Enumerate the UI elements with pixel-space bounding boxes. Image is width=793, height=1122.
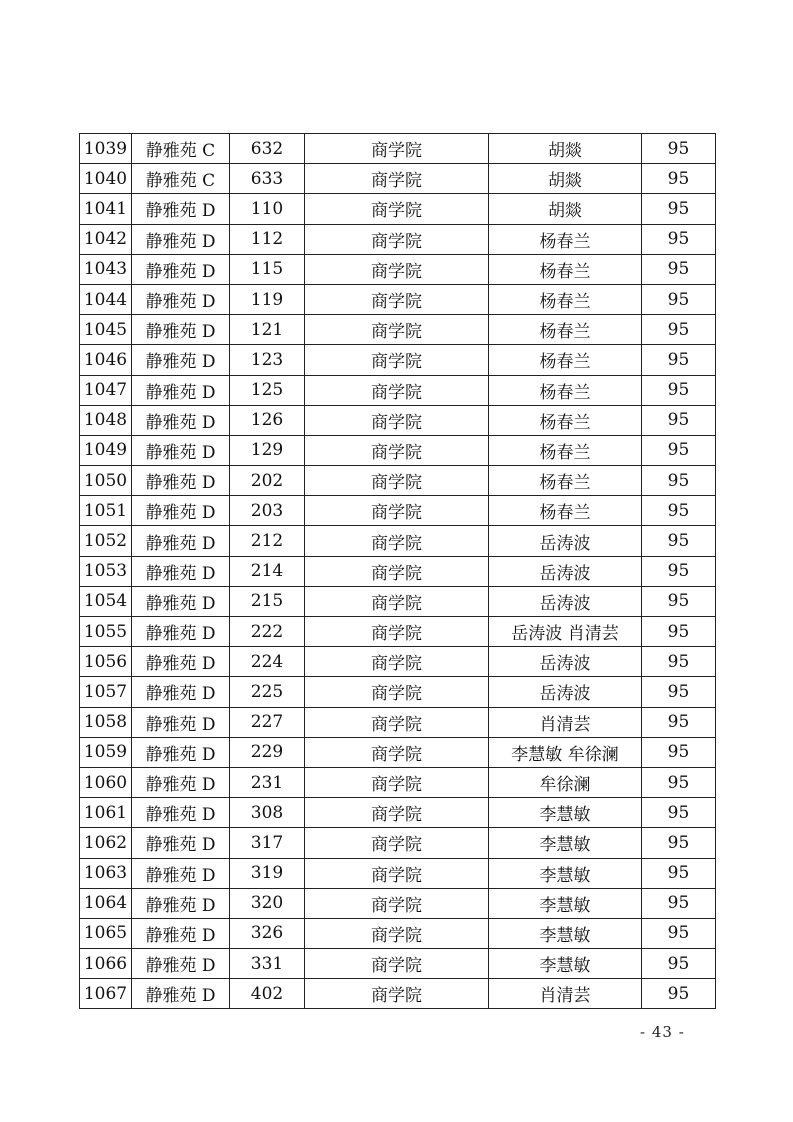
table-row (80, 345, 716, 375)
table-row (80, 949, 716, 979)
room-cell: 129 (230, 435, 305, 465)
table-row (80, 375, 716, 405)
score-cell: 95 (642, 284, 716, 314)
college-cell: 商学院 (305, 315, 489, 345)
college-cell: 商学院 (305, 164, 489, 194)
building-cell: 静雅苑 D (132, 617, 230, 647)
room-cell: 119 (230, 284, 305, 314)
table-row (80, 707, 716, 737)
building-cell: 静雅苑 D (132, 405, 230, 435)
room-cell: 227 (230, 707, 305, 737)
teacher-cell: 杨春兰 (489, 466, 642, 496)
building-cell: 静雅苑 D (132, 284, 230, 314)
teacher-cell: 岳涛波 (489, 586, 642, 616)
table-row (80, 194, 716, 224)
room-cell: 319 (230, 858, 305, 888)
room-cell: 320 (230, 888, 305, 918)
teacher-cell: 岳涛波 (489, 647, 642, 677)
row-number-cell: 1039 (80, 134, 132, 164)
table-row (80, 315, 716, 345)
teacher-cell: 肖清芸 (489, 707, 642, 737)
teacher-cell: 杨春兰 (489, 405, 642, 435)
college-cell: 商学院 (305, 677, 489, 707)
row-number-cell: 1060 (80, 767, 132, 797)
score-cell: 95 (642, 918, 716, 948)
teacher-cell: 胡燚 (489, 194, 642, 224)
score-cell: 95 (642, 194, 716, 224)
college-cell: 商学院 (305, 375, 489, 405)
college-cell: 商学院 (305, 345, 489, 375)
table-row (80, 798, 716, 828)
teacher-cell: 杨春兰 (489, 496, 642, 526)
score-cell: 95 (642, 798, 716, 828)
room-cell: 224 (230, 647, 305, 677)
room-cell: 229 (230, 737, 305, 767)
college-cell: 商学院 (305, 828, 489, 858)
teacher-cell: 岳涛波 (489, 526, 642, 556)
room-cell: 632 (230, 134, 305, 164)
room-cell: 402 (230, 979, 305, 1009)
row-number-cell: 1062 (80, 828, 132, 858)
table-row (80, 858, 716, 888)
table-row (80, 134, 716, 164)
score-cell: 95 (642, 315, 716, 345)
row-number-cell: 1046 (80, 345, 132, 375)
college-cell: 商学院 (305, 858, 489, 888)
score-cell: 95 (642, 466, 716, 496)
score-cell: 95 (642, 405, 716, 435)
teacher-cell: 杨春兰 (489, 435, 642, 465)
room-cell: 326 (230, 918, 305, 948)
building-cell: 静雅苑 D (132, 828, 230, 858)
college-cell: 商学院 (305, 767, 489, 797)
teacher-cell: 杨春兰 (489, 224, 642, 254)
teacher-cell: 岳涛波 肖清芸 (489, 617, 642, 647)
college-cell: 商学院 (305, 918, 489, 948)
teacher-cell: 胡燚 (489, 164, 642, 194)
building-cell: 静雅苑 D (132, 526, 230, 556)
building-cell: 静雅苑 D (132, 556, 230, 586)
score-cell: 95 (642, 496, 716, 526)
score-cell: 95 (642, 949, 716, 979)
college-cell: 商学院 (305, 405, 489, 435)
row-number-cell: 1059 (80, 737, 132, 767)
page-number: - 43 - (640, 1023, 685, 1041)
table-row (80, 888, 716, 918)
row-number-cell: 1047 (80, 375, 132, 405)
room-cell: 121 (230, 315, 305, 345)
row-number-cell: 1054 (80, 586, 132, 616)
teacher-cell: 牟徐澜 (489, 767, 642, 797)
table-row (80, 526, 716, 556)
room-cell: 123 (230, 345, 305, 375)
table-row (80, 224, 716, 254)
college-cell: 商学院 (305, 737, 489, 767)
score-cell: 95 (642, 767, 716, 797)
teacher-cell: 李慧敏 (489, 949, 642, 979)
college-cell: 商学院 (305, 435, 489, 465)
row-number-cell: 1048 (80, 405, 132, 435)
table-row (80, 164, 716, 194)
building-cell: 静雅苑 C (132, 164, 230, 194)
table-row (80, 737, 716, 767)
college-cell: 商学院 (305, 254, 489, 284)
row-number-cell: 1045 (80, 315, 132, 345)
building-cell: 静雅苑 D (132, 435, 230, 465)
score-cell: 95 (642, 164, 716, 194)
teacher-cell: 杨春兰 (489, 254, 642, 284)
room-cell: 214 (230, 556, 305, 586)
row-number-cell: 1052 (80, 526, 132, 556)
teacher-cell: 杨春兰 (489, 345, 642, 375)
row-number-cell: 1063 (80, 858, 132, 888)
row-number-cell: 1057 (80, 677, 132, 707)
score-cell: 95 (642, 707, 716, 737)
building-cell: 静雅苑 D (132, 798, 230, 828)
building-cell: 静雅苑 D (132, 466, 230, 496)
row-number-cell: 1058 (80, 707, 132, 737)
room-cell: 308 (230, 798, 305, 828)
table-row (80, 767, 716, 797)
building-cell: 静雅苑 D (132, 949, 230, 979)
row-number-cell: 1056 (80, 647, 132, 677)
building-cell: 静雅苑 D (132, 647, 230, 677)
college-cell: 商学院 (305, 556, 489, 586)
room-cell: 331 (230, 949, 305, 979)
building-cell: 静雅苑 D (132, 707, 230, 737)
row-number-cell: 1055 (80, 617, 132, 647)
table-row (80, 556, 716, 586)
building-cell: 静雅苑 D (132, 737, 230, 767)
college-cell: 商学院 (305, 949, 489, 979)
row-number-cell: 1065 (80, 918, 132, 948)
row-number-cell: 1050 (80, 466, 132, 496)
score-cell: 95 (642, 647, 716, 677)
teacher-cell: 岳涛波 (489, 677, 642, 707)
building-cell: 静雅苑 D (132, 586, 230, 616)
row-number-cell: 1064 (80, 888, 132, 918)
room-cell: 125 (230, 375, 305, 405)
score-cell: 95 (642, 224, 716, 254)
teacher-cell: 李慧敏 (489, 828, 642, 858)
score-cell: 95 (642, 858, 716, 888)
room-cell: 110 (230, 194, 305, 224)
table-row (80, 466, 716, 496)
row-number-cell: 1040 (80, 164, 132, 194)
college-cell: 商学院 (305, 194, 489, 224)
building-cell: 静雅苑 D (132, 496, 230, 526)
college-cell: 商学院 (305, 496, 489, 526)
row-number-cell: 1066 (80, 949, 132, 979)
college-cell: 商学院 (305, 284, 489, 314)
teacher-cell: 李慧敏 (489, 858, 642, 888)
table-row (80, 979, 716, 1009)
score-cell: 95 (642, 526, 716, 556)
teacher-cell: 李慧敏 牟徐澜 (489, 737, 642, 767)
score-cell: 95 (642, 737, 716, 767)
teacher-cell: 李慧敏 (489, 798, 642, 828)
building-cell: 静雅苑 D (132, 767, 230, 797)
building-cell: 静雅苑 D (132, 345, 230, 375)
table-row (80, 918, 716, 948)
teacher-cell: 李慧敏 (489, 918, 642, 948)
row-number-cell: 1051 (80, 496, 132, 526)
teacher-cell: 胡燚 (489, 134, 642, 164)
college-cell: 商学院 (305, 586, 489, 616)
room-cell: 203 (230, 496, 305, 526)
room-cell: 317 (230, 828, 305, 858)
score-cell: 95 (642, 979, 716, 1009)
table-row (80, 828, 716, 858)
room-cell: 202 (230, 466, 305, 496)
row-number-cell: 1053 (80, 556, 132, 586)
building-cell: 静雅苑 D (132, 677, 230, 707)
teacher-cell: 杨春兰 (489, 284, 642, 314)
table-row (80, 254, 716, 284)
row-number-cell: 1043 (80, 254, 132, 284)
college-cell: 商学院 (305, 134, 489, 164)
building-cell: 静雅苑 D (132, 254, 230, 284)
building-cell: 静雅苑 D (132, 979, 230, 1009)
college-cell: 商学院 (305, 224, 489, 254)
college-cell: 商学院 (305, 647, 489, 677)
score-cell: 95 (642, 375, 716, 405)
room-cell: 231 (230, 767, 305, 797)
row-number-cell: 1042 (80, 224, 132, 254)
building-cell: 静雅苑 D (132, 315, 230, 345)
row-number-cell: 1067 (80, 979, 132, 1009)
college-cell: 商学院 (305, 798, 489, 828)
college-cell: 商学院 (305, 888, 489, 918)
row-number-cell: 1041 (80, 194, 132, 224)
score-cell: 95 (642, 345, 716, 375)
building-cell: 静雅苑 D (132, 224, 230, 254)
building-cell: 静雅苑 C (132, 134, 230, 164)
score-cell: 95 (642, 888, 716, 918)
teacher-cell: 李慧敏 (489, 888, 642, 918)
table-row (80, 586, 716, 616)
score-cell: 95 (642, 677, 716, 707)
teacher-cell: 肖清芸 (489, 979, 642, 1009)
table-row (80, 677, 716, 707)
college-cell: 商学院 (305, 617, 489, 647)
teacher-cell: 杨春兰 (489, 315, 642, 345)
table-row (80, 496, 716, 526)
college-cell: 商学院 (305, 526, 489, 556)
row-number-cell: 1044 (80, 284, 132, 314)
table-body (80, 134, 716, 1009)
college-cell: 商学院 (305, 707, 489, 737)
building-cell: 静雅苑 D (132, 375, 230, 405)
building-cell: 静雅苑 D (132, 918, 230, 948)
room-cell: 225 (230, 677, 305, 707)
room-cell: 222 (230, 617, 305, 647)
score-cell: 95 (642, 828, 716, 858)
room-cell: 112 (230, 224, 305, 254)
row-number-cell: 1061 (80, 798, 132, 828)
room-cell: 633 (230, 164, 305, 194)
teacher-cell: 岳涛波 (489, 556, 642, 586)
table-row (80, 617, 716, 647)
row-number-cell: 1049 (80, 435, 132, 465)
table-row (80, 405, 716, 435)
score-cell: 95 (642, 134, 716, 164)
table-row (80, 435, 716, 465)
room-cell: 215 (230, 586, 305, 616)
room-cell: 126 (230, 405, 305, 435)
score-cell: 95 (642, 435, 716, 465)
building-cell: 静雅苑 D (132, 194, 230, 224)
score-cell: 95 (642, 254, 716, 284)
teacher-cell: 杨春兰 (489, 375, 642, 405)
college-cell: 商学院 (305, 979, 489, 1009)
room-cell: 212 (230, 526, 305, 556)
score-cell: 95 (642, 586, 716, 616)
table-row (80, 647, 716, 677)
score-cell: 95 (642, 617, 716, 647)
room-cell: 115 (230, 254, 305, 284)
score-cell: 95 (642, 556, 716, 586)
table-row (80, 284, 716, 314)
dormitory-score-table (79, 133, 716, 1009)
college-cell: 商学院 (305, 466, 489, 496)
building-cell: 静雅苑 D (132, 888, 230, 918)
building-cell: 静雅苑 D (132, 858, 230, 888)
